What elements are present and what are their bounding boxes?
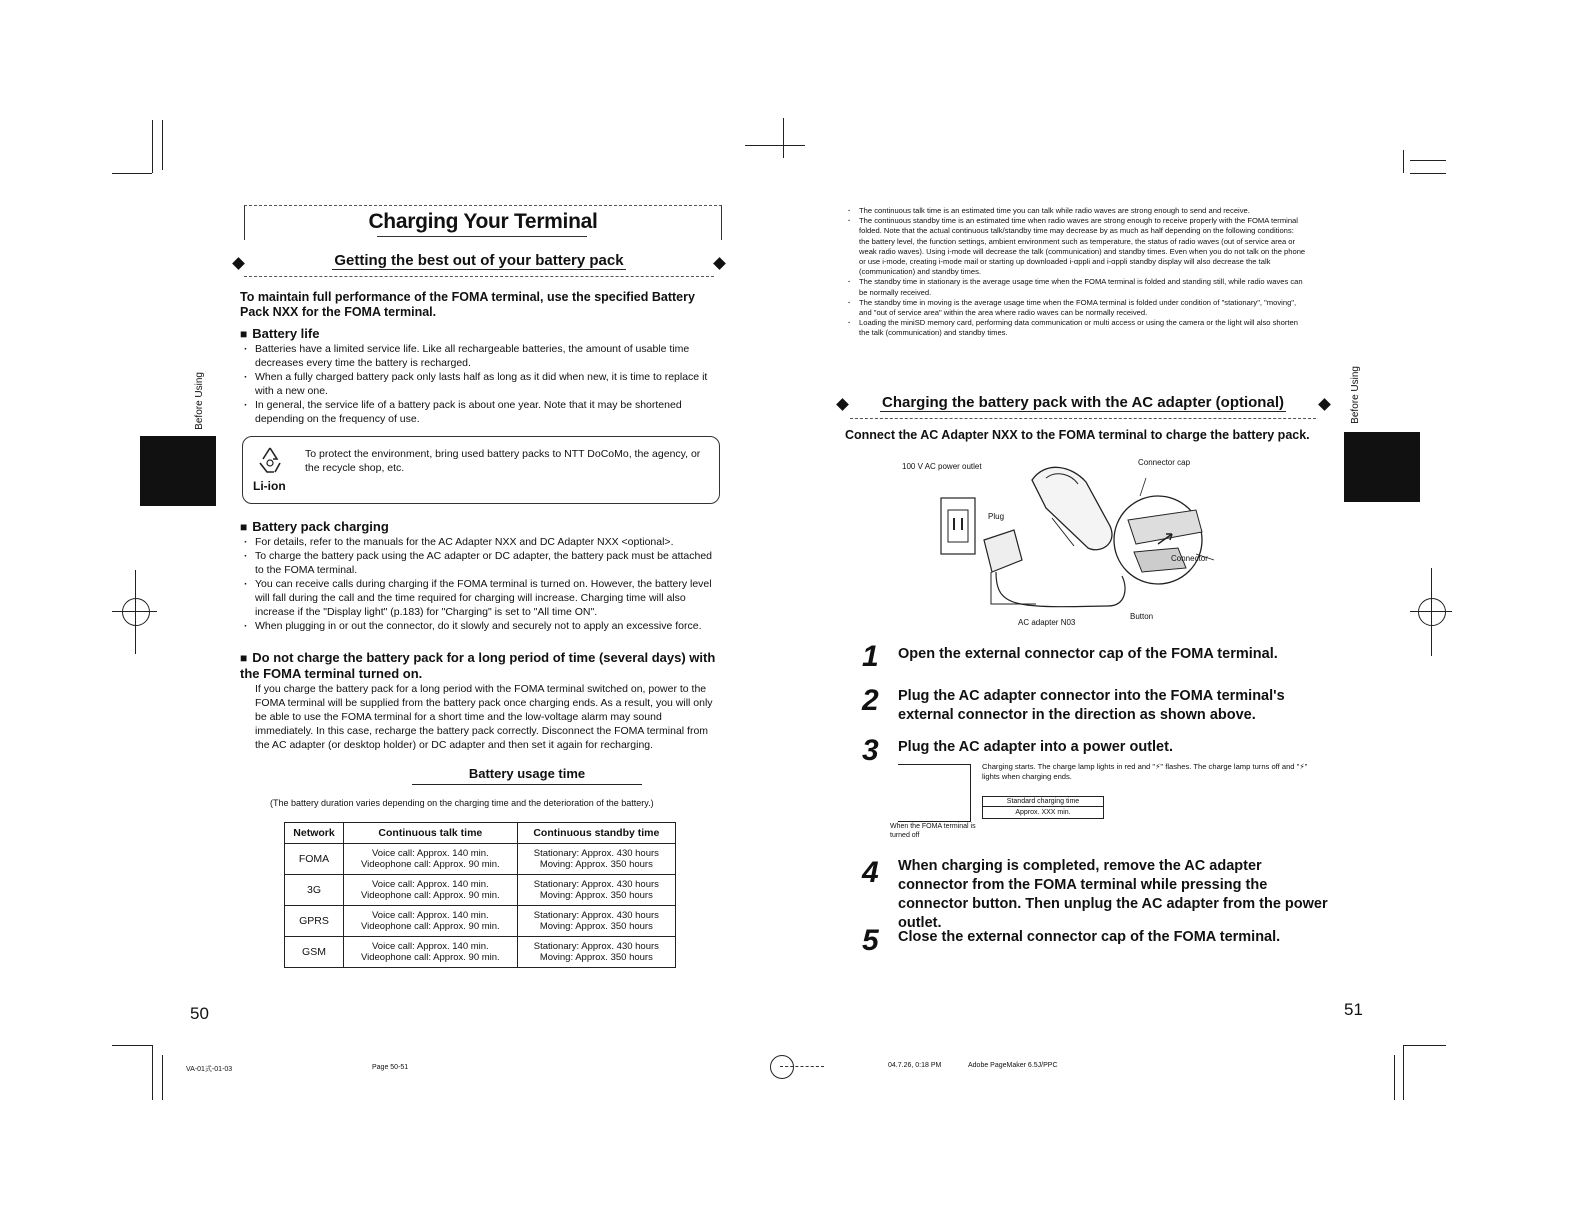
side-label: Before Using <box>194 372 205 430</box>
charging-diagram <box>896 448 1226 630</box>
crop-mark <box>1410 160 1446 161</box>
side-tab <box>140 436 216 506</box>
registration-mark <box>780 1066 824 1067</box>
registration-mark <box>135 570 136 654</box>
step-text: Plug the AC adapter into a power outlet. <box>898 739 1173 755</box>
list-item: · Batteries have a limited service life. Like all rechargeable batteries, the amount of usable time decreases every time the battery is recharged. <box>242 342 716 370</box>
charging-diagram-illustration <box>896 448 1226 630</box>
diagram-label-button: Button <box>1130 612 1154 621</box>
battery-charging-list <box>242 535 716 633</box>
crop-mark <box>1403 1045 1446 1046</box>
charging-time-box <box>982 796 1104 819</box>
crop-mark <box>112 173 152 174</box>
diamond-bullet-icon <box>1318 398 1331 411</box>
recycle-notice <box>242 436 720 504</box>
charging-time-value: Approx. XXX min. <box>1015 809 1071 816</box>
side-tab <box>1344 432 1420 502</box>
crop-mark <box>1410 173 1446 174</box>
table-header: Continuous talk time <box>344 823 518 844</box>
diagram-label-connector: Connector <box>1171 554 1208 563</box>
list-item: · The standby time in stationary is the average usage time when the FOMA terminal is folded and standing still, while radio waves can be normally received. <box>846 277 1306 297</box>
step3-caption: When the FOMA terminal is turned off <box>890 823 976 839</box>
crop-mark <box>152 120 153 173</box>
diamond-bullet-icon <box>232 257 245 270</box>
do-not-charge-heading: ■ Do not charge the battery pack for a long period of time (several days) with the FOMA terminal turned on. <box>240 650 718 682</box>
intro-text: Connect the AC Adapter NXX to the FOMA terminal to charge the battery pack. <box>845 428 1310 442</box>
table-header: Network <box>285 823 344 844</box>
diamond-bullet-icon <box>836 398 849 411</box>
registration-mark <box>783 118 784 158</box>
crop-mark <box>1403 1045 1404 1100</box>
intro-text: To maintain full performance of the FOMA terminal, use the specified Battery Pack NXX for the FOMA terminal. <box>240 290 695 319</box>
battery-life-list <box>242 342 716 426</box>
table-row: 3G Voice call: Approx. 140 min. Videophone call: Approx. 90 min. Stationary: Approx. 430 hours Moving: Approx. 350 hours <box>285 875 676 906</box>
footer-text: Adobe PageMaker 6.5J/PPC <box>968 1062 1058 1069</box>
table-row: GSM Voice call: Approx. 140 min. Videophone call: Approx. 90 min. Stationary: Approx. 430 hours Moving: Approx. 350 hours <box>285 937 676 968</box>
battery-life-heading: ■ Battery life <box>240 326 319 341</box>
registration-mark <box>770 1055 794 1079</box>
crop-mark <box>162 120 163 170</box>
step-number: 3 <box>862 734 879 767</box>
recycle-icon <box>255 445 285 475</box>
step-text: Open the external connector cap of the FOMA terminal. <box>898 646 1278 662</box>
section-heading: Getting the best out of your battery pack <box>244 252 714 277</box>
page-title: Charging Your Terminal <box>368 210 598 233</box>
list-item: · For details, refer to the manuals for the AC Adapter NXX and DC Adapter NXX <optional>. <box>242 535 716 549</box>
step3-note: Charging starts. The charge lamp lights in red and "⚡" flashes. The charge lamp turns off and "⚡" lights when charging ends. <box>982 762 1308 781</box>
footer-text: 04.7.26, 0:18 PM <box>888 1062 942 1069</box>
list-item: · To charge the battery pack using the AC adapter or DC adapter, the battery pack must be attached to the FOMA terminal. <box>242 549 716 577</box>
recycle-text: To protect the environment, bring used battery packs to NTT DoCoMo, the agency, or the recycle shop, etc. <box>305 448 701 474</box>
diagram-label-plug: Plug <box>988 512 1005 521</box>
step-number: 2 <box>862 684 879 717</box>
usage-table-caption: Battery usage time <box>412 766 642 785</box>
diamond-bullet-icon <box>713 257 726 270</box>
list-item: · You can receive calls during charging if the FOMA terminal is turned on. However, the battery level will fall during the call and the time required for charging will increase. Charging time will also increase if the "Display light" (p.183) for "Charging" is set to "All time ON". <box>242 577 716 619</box>
footer-text: VA-01式-01-03 <box>186 1066 233 1073</box>
list-item: · The standby time in moving is the average usage time when the FOMA terminal is folded under condition of "stationary", "moving", and "out of service area" within the area where radio waves can be normally received. <box>846 298 1306 318</box>
page-title-box <box>244 205 722 240</box>
registration-mark <box>1431 568 1432 656</box>
crop-mark <box>1403 150 1404 173</box>
diagram-label-outlet: 100 V AC power outlet <box>902 462 982 471</box>
usage-table-note: (The battery duration varies depending on the charging time and the deterioration of the battery.) <box>270 798 654 808</box>
list-item: · The continuous standby time is an estimated time when radio waves are strong enough to receive properly with the FOMA terminal folded. Note that the actual continuous talk/standby time may decrease by as much as half depending on the following conditions: the battery level, the function settings, ambient environment such as temperature, the status of radio waves (out of service area or weak radio waves). Using i-mode will decrease the talk (communication) and standby times. Even when you do not talk on the phone or use i-mode, creating i-mode mail or starting up downloaded i-αppli and i-αppli standby display will also decrease the talk (communication) and standby times. <box>846 216 1306 277</box>
page-number: 50 <box>190 1004 209 1023</box>
registration-mark <box>745 145 805 146</box>
step-number: 4 <box>862 856 879 889</box>
step-text: When charging is completed, remove the AC adapter connector from the FOMA terminal while pressing the connector button. Then unplug the AC adapter from the power outlet. <box>898 858 1328 931</box>
diagram-label-cap: Connector cap <box>1138 458 1191 467</box>
list-item: · When a fully charged battery pack only lasts half as long as it did when new, it is time to replace it with a new one. <box>242 370 716 398</box>
crop-mark <box>1394 1055 1395 1100</box>
battery-charging-heading: ■ Battery pack charging <box>240 519 389 534</box>
step-number: 5 <box>862 924 879 957</box>
charging-time-label: Standard charging time <box>983 797 1103 807</box>
list-item: · When plugging in or out the connector, do it slowly and securely not to apply an excessive force. <box>242 619 716 633</box>
step-text: Close the external connector cap of the FOMA terminal. <box>898 929 1281 945</box>
crop-mark <box>112 1045 152 1046</box>
table-row: FOMA Voice call: Approx. 140 min. Videophone call: Approx. 90 min. Stationary: Approx. 430 hours Moving: Approx. 350 hours <box>285 844 676 875</box>
registration-mark <box>1418 598 1446 626</box>
diagram-label-adapter: AC adapter N03 <box>1018 618 1076 627</box>
crop-mark <box>152 1045 153 1100</box>
step-text: Plug the AC adapter connector into the FOMA terminal's external connector in the direction as shown above. <box>898 688 1285 723</box>
section-heading: Charging the battery pack with the AC adapter (optional) <box>850 394 1316 419</box>
notes-list <box>846 206 1306 339</box>
page-number: 51 <box>1344 1000 1363 1019</box>
list-item: · The continuous talk time is an estimated time you can talk while radio waves are strong enough to send and receive. <box>846 206 1306 216</box>
step-number: 1 <box>862 640 879 673</box>
table-header: Continuous standby time <box>517 823 675 844</box>
list-item: · Loading the miniSD memory card, performing data communication or multi access or using the camera or the light will also shorten the talk (communication) and standby times. <box>846 318 1306 338</box>
battery-usage-table <box>284 822 676 968</box>
lamp-illustration <box>898 764 971 822</box>
table-row: GPRS Voice call: Approx. 140 min. Videophone call: Approx. 90 min. Stationary: Approx. 430 hours Moving: Approx. 350 hours <box>285 906 676 937</box>
li-ion-label: Li-ion <box>253 479 286 493</box>
registration-mark <box>122 598 150 626</box>
list-item: · In general, the service life of a battery pack is about one year. Note that it may be shortened depending on the frequency of use. <box>242 398 716 426</box>
side-label: Before Using <box>1350 366 1361 424</box>
footer-text: Page 50-51 <box>372 1064 409 1071</box>
do-not-charge-text: If you charge the battery pack for a long period with the FOMA terminal switched on, power to the FOMA terminal will be supplied from the battery pack once charging ends. As a result, you will only be able to use the FOMA terminal for a short time and the low-voltage alarm may sound immediately. In this case, recharge the battery pack correctly. Disconnect the FOMA terminal from the AC adapter (or desktop holder) or DC adapter and then set it again for recharging. <box>255 683 713 751</box>
crop-mark <box>162 1055 163 1100</box>
